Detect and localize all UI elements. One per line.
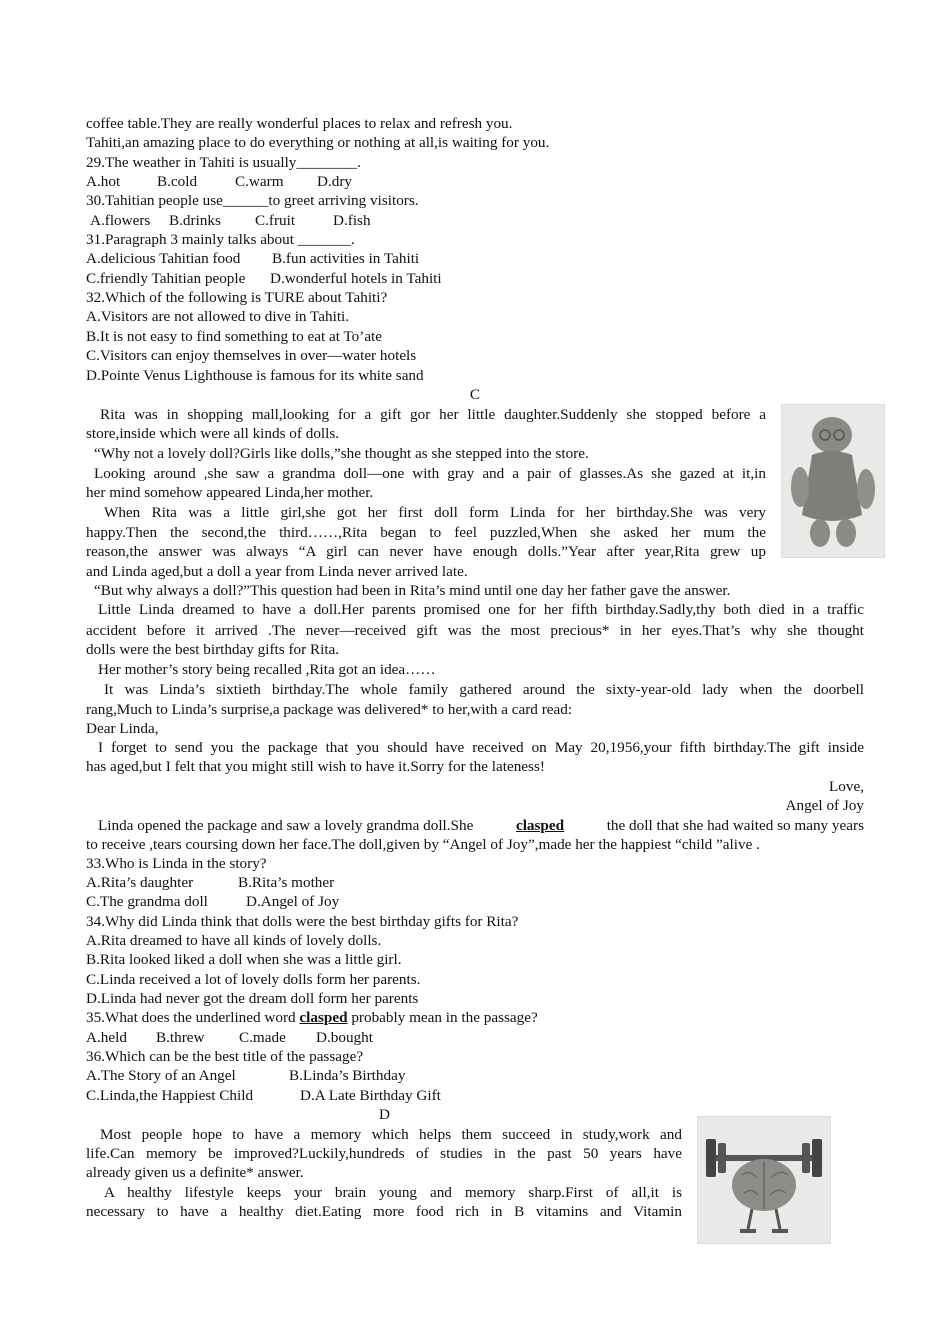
question-29-options bbox=[86, 172, 352, 191]
question-31-options-row2 bbox=[86, 269, 442, 288]
option: D.Pointe Venus Lighthouse is famous for its white sand bbox=[86, 367, 424, 384]
brain-weightlifting-image bbox=[697, 1116, 831, 1244]
option: B.drinks bbox=[169, 212, 221, 229]
option: A.delicious Tahitian food bbox=[86, 250, 241, 267]
brain-illustration bbox=[698, 1117, 830, 1243]
option: D.Linda had never got the dream doll form her parents bbox=[86, 990, 419, 1007]
paragraph-line: reason,the answer was always “A girl can never have enough dolls.”Year after year,Rita grew up bbox=[86, 543, 766, 560]
paragraph-line: life.Can memory be improved?Luckily,hundreds of studies in the past 50 years have bbox=[86, 1145, 682, 1162]
question-36-stem: 36.Which can be the best title of the passage? bbox=[86, 1048, 364, 1065]
option: D.bought bbox=[316, 1029, 373, 1046]
grandma-doll-image bbox=[781, 404, 885, 558]
question-33-options-row2 bbox=[86, 892, 339, 911]
letter-salutation: Dear Linda, bbox=[86, 720, 159, 737]
paragraph-line: happy.Then the second,the third……,Rita began to feel puzzled,When she asked her mum the bbox=[86, 524, 766, 541]
question-35-stem bbox=[86, 1008, 538, 1027]
option: A.hot bbox=[86, 173, 121, 190]
option: A.Rita dreamed to have all kinds of lovely dolls. bbox=[86, 932, 382, 949]
paragraph-line: Little Linda dreamed to have a doll.Her parents promised one for her fifth birthday.Sadly,thy both died in a traffic bbox=[98, 601, 864, 618]
paragraph-line: It was Linda’s sixtieth birthday.The whole family gathered around the sixty-year-old lady when the doorbell bbox=[104, 681, 864, 698]
option: A.Rita’s daughter bbox=[86, 874, 194, 891]
paragraph-line: to receive ,tears coursing down her face.The doll,given by “Angel of Joy”,made her the happiest “child ”alive . bbox=[86, 836, 760, 853]
option: D.A Late Birthday Gift bbox=[300, 1087, 441, 1104]
paragraph-line: accident before it arrived .The never—received gift was the most precious* in her eyes.That’s why she thought bbox=[86, 622, 864, 639]
paragraph-line: store,inside which were all kinds of dolls. bbox=[86, 425, 340, 442]
paragraph-line: “Why not a lovely doll?Girls like dolls,”she thought as she stepped into the store. bbox=[94, 445, 589, 462]
question-31-stem: 31.Paragraph 3 mainly talks about _______. bbox=[86, 231, 355, 248]
option: B.threw bbox=[156, 1029, 205, 1046]
paragraph-line: Most people hope to have a memory which helps them succeed in study,work and bbox=[100, 1126, 682, 1143]
paragraph-line: rang,Much to Linda’s surprise,a package was delivered* to her,with a card read: bbox=[86, 701, 573, 718]
option: C.The grandma doll bbox=[86, 893, 208, 910]
option: B.Linda’s Birthday bbox=[289, 1067, 406, 1084]
option: A.held bbox=[86, 1029, 127, 1046]
option: D.wonderful hotels in Tahiti bbox=[270, 270, 442, 287]
paragraph-line bbox=[98, 816, 864, 835]
paragraph-line: “But why always a doll?”This question had been in Rita’s mind until one day her father gave the answer. bbox=[94, 582, 731, 599]
option: C.friendly Tahitian people bbox=[86, 270, 246, 287]
paragraph-line: already given us a definite* answer. bbox=[86, 1164, 304, 1181]
section-heading-c: C bbox=[469, 386, 481, 403]
underlined-word: clasped bbox=[299, 1009, 348, 1026]
option: A.Visitors are not allowed to dive in Tahiti. bbox=[86, 308, 350, 325]
letter-closing: Love, bbox=[828, 778, 864, 795]
section-heading-d: D bbox=[379, 1106, 390, 1123]
question-30-options bbox=[90, 211, 371, 230]
text-line: Tahiti,an amazing place to do everything or nothing at all,is waiting for you. bbox=[86, 134, 550, 151]
letter-line: I forget to send you the package that you should have received on May 20,1956,your fifth birthday.The gift inside bbox=[98, 739, 864, 756]
option: B.cold bbox=[157, 173, 198, 190]
paragraph-line: her mind somehow appeared Linda,her mother. bbox=[86, 484, 374, 501]
question-33-options-row1 bbox=[86, 873, 334, 892]
option: D.dry bbox=[317, 173, 353, 190]
option: D.Angel of Joy bbox=[246, 893, 340, 910]
text-span: 35.What does the underlined word bbox=[86, 1009, 296, 1026]
option: C.Linda received a lot of lovely dolls form her parents. bbox=[86, 971, 421, 988]
option: A.flowers bbox=[90, 212, 151, 229]
option: C.fruit bbox=[255, 212, 296, 229]
question-34-stem: 34.Why did Linda think that dolls were the best birthday gifts for Rita? bbox=[86, 913, 519, 930]
question-36-options-row2 bbox=[86, 1086, 441, 1105]
paragraph-line: dolls were the best birthday gifts for Rita. bbox=[86, 641, 340, 658]
paragraph-line: A healthy lifestyle keeps your brain young and memory sharp.First of all,it is bbox=[104, 1184, 682, 1201]
text-span: Linda opened the package and saw a lovely grandma doll.She bbox=[98, 817, 474, 834]
paragraph-line: Her mother’s story being recalled ,Rita got an idea…… bbox=[98, 661, 436, 678]
doll-illustration bbox=[782, 405, 884, 557]
option: C.made bbox=[239, 1029, 286, 1046]
text-span: probably mean in the passage? bbox=[351, 1009, 538, 1026]
option: B.It is not easy to find something to eat at To’ate bbox=[86, 328, 383, 345]
letter-line: has aged,but I felt that you might still wish to have it.Sorry for the lateness! bbox=[86, 758, 545, 775]
paragraph-line: When Rita was a little girl,she got her first doll form Linda for her birthday.She was very bbox=[104, 504, 766, 521]
question-36-options-row1 bbox=[86, 1066, 405, 1085]
question-30-stem: 30.Tahitian people use______to greet arriving visitors. bbox=[86, 192, 419, 209]
option: B.fun activities in Tahiti bbox=[272, 250, 420, 267]
option: C.warm bbox=[235, 173, 284, 190]
option: A.The Story of an Angel bbox=[86, 1067, 236, 1084]
question-29-stem: 29.The weather in Tahiti is usually________. bbox=[86, 154, 361, 171]
underlined-word: clasped bbox=[515, 817, 565, 834]
question-32-stem: 32.Which of the following is TURE about Tahiti? bbox=[86, 289, 388, 306]
option: C.Linda,the Happiest Child bbox=[86, 1087, 254, 1104]
text-span: the doll that she had waited so many years bbox=[606, 817, 864, 834]
paragraph-line: and Linda aged,but a doll a year from Linda never arrived late. bbox=[86, 563, 468, 580]
option: B.Rita’s mother bbox=[238, 874, 335, 891]
paragraph-line: Looking around ,she saw a grandma doll—one with gray and a pair of glasses.As she gazed at it,in bbox=[94, 465, 766, 482]
option: B.Rita looked liked a doll when she was a little girl. bbox=[86, 951, 402, 968]
paragraph-line: Rita was in shopping mall,looking for a gift gor her little daughter.Suddenly she stopped before a bbox=[100, 406, 766, 423]
option: C.Visitors can enjoy themselves in over—water hotels bbox=[86, 347, 417, 364]
question-35-options bbox=[86, 1028, 373, 1047]
option: D.fish bbox=[333, 212, 371, 229]
letter-signature: Angel of Joy bbox=[785, 797, 864, 814]
question-31-options-row1 bbox=[86, 249, 419, 268]
paragraph-line: necessary to have a healthy diet.Eating more food rich in B vitamins and Vitamin bbox=[86, 1203, 682, 1220]
text-line: coffee table.They are really wonderful places to relax and refresh you. bbox=[86, 115, 513, 132]
question-33-stem: 33.Who is Linda in the story? bbox=[86, 855, 267, 872]
